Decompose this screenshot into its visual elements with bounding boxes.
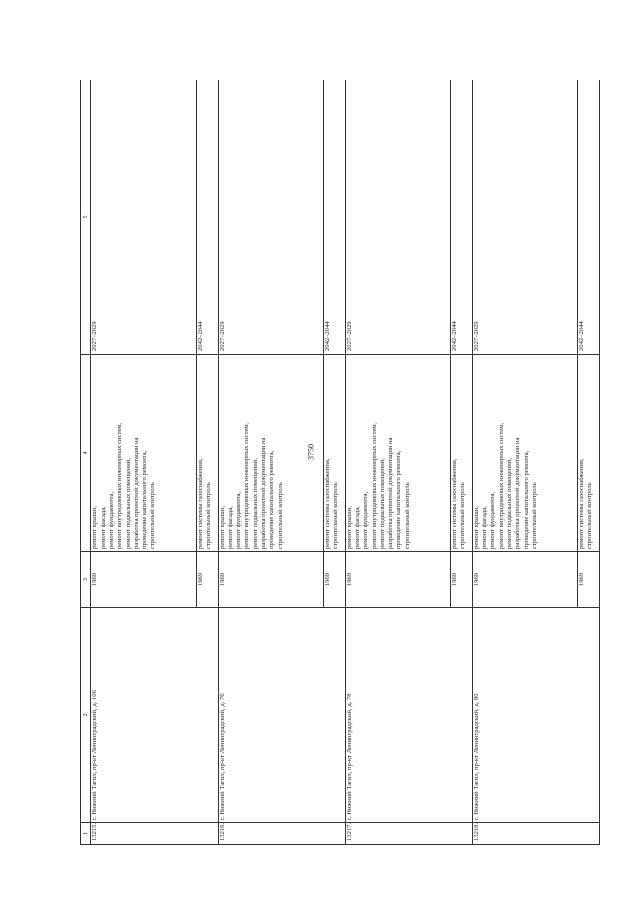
repair-works-list: [578, 355, 600, 552]
repair-work-item: ремонт внутридомовых инженерных систем,: [370, 422, 378, 549]
repair-period: 2027–2029: [91, 80, 196, 355]
repair-work-item: строительный контроль: [459, 482, 467, 549]
repair-work-item: строительный контроль: [403, 482, 411, 549]
table-body: [81, 80, 600, 845]
repair-work-item: проведение капитального ремонта,: [268, 450, 276, 549]
repair-works-list: [218, 355, 323, 552]
repair-work-item: ремонт подвальных помещений,: [124, 458, 132, 549]
repair-schedule-table: [80, 80, 600, 845]
construction-year: 1969: [323, 552, 345, 608]
construction-year: 1969: [450, 552, 472, 608]
building-address: г. Нижний Тагил, пр-кт Ленинградский, д. 76: [218, 608, 345, 823]
building-address: г. Нижний Тагил, пр-кт Ленинградский, д. 80: [472, 608, 599, 823]
header-cell-2: 2: [81, 608, 91, 823]
row-number: 13215.: [91, 823, 218, 845]
repair-period: 2042–2044: [578, 80, 600, 355]
repair-work-item: ремонт внутридомовых инженерных систем,: [497, 422, 505, 549]
repair-work-item: ремонт подвальных помещений,: [505, 458, 513, 549]
repair-work-item: ремонт крыши,: [91, 506, 99, 549]
repair-work-item: проведение капитального ремонта,: [522, 450, 530, 549]
header-cell-5: 5: [81, 80, 91, 355]
construction-year: 1969: [91, 552, 196, 608]
repair-work-item: строительный контроль: [276, 482, 284, 549]
repair-period: 2027–2029: [345, 80, 450, 355]
repair-work-item: ремонт фундамента,: [362, 491, 370, 549]
repair-work-item: разработка проектной документации на: [132, 437, 140, 549]
repair-work-item: разработка проектной документации на: [387, 437, 395, 549]
repair-work-item: ремонт внутридомовых инженерных систем,: [116, 422, 124, 549]
repair-work-item: строительный контроль: [530, 482, 538, 549]
row-number: 13218.: [472, 823, 599, 845]
repair-work-item: ремонт фасада,: [481, 506, 489, 549]
repair-work-item: разработка проектной документации на: [514, 437, 522, 549]
repair-work-item: проведение капитального ремонта,: [395, 450, 403, 549]
repair-work-item: ремонт системы газоснабжения,: [578, 458, 586, 549]
repair-period: 2027–2029: [472, 80, 577, 355]
repair-work-item: ремонт фундамента,: [489, 491, 497, 549]
repair-work-item: ремонт фундамента,: [235, 491, 243, 549]
repair-work-item: ремонт крыши,: [472, 506, 480, 549]
repair-period: 2042–2044: [196, 80, 218, 355]
building-row: [472, 80, 577, 845]
repair-work-item: строительный контроль: [204, 482, 212, 549]
repair-work-item: ремонт системы газоснабжения,: [196, 458, 204, 549]
repair-work-item: ремонт подвальных помещений,: [378, 458, 386, 549]
repair-work-item: строительный контроль: [149, 482, 157, 549]
construction-year: 1969: [196, 552, 218, 608]
repair-work-item: строительный контроль: [586, 482, 594, 549]
repair-works-list: [450, 355, 472, 552]
building-address: г. Нижний Тагил, пр-кт Ленинградский, д. 106: [91, 608, 218, 823]
row-number: 13216.: [218, 823, 345, 845]
repair-work-item: ремонт фундамента,: [108, 491, 115, 549]
row-number: 13217.: [345, 823, 472, 845]
construction-year: 1969: [218, 552, 323, 608]
repair-work-item: ремонт фасада,: [226, 506, 234, 549]
header-row: [81, 80, 91, 845]
repair-work-item: ремонт подвальных помещений,: [251, 458, 259, 549]
repair-work-item: ремонт системы газоснабжения,: [450, 458, 458, 549]
repair-period: 2042–2044: [323, 80, 345, 355]
repair-period: 2042–2044: [450, 80, 472, 355]
building-row: [91, 80, 196, 845]
repair-work-item: ремонт крыши,: [345, 506, 353, 549]
building-row: [345, 80, 450, 845]
header-cell-4: 4: [81, 355, 91, 552]
repair-works-list: [472, 355, 577, 552]
repair-work-item: ремонт внутридомовых инженерных систем,: [243, 422, 251, 549]
repair-work-item: ремонт системы газоснабжения,: [323, 458, 331, 549]
repair-works-list: [323, 355, 345, 552]
repair-work-item: ремонт фасада,: [353, 506, 361, 549]
repair-works-list: [345, 355, 450, 552]
repair-work-item: проведение капитального ремонта,: [141, 450, 149, 549]
rotated-table-container: [80, 80, 600, 845]
construction-year: 1969: [578, 552, 600, 608]
building-row: [218, 80, 323, 845]
header-cell-1: 1: [81, 823, 91, 845]
repair-work-item: ремонт крыши,: [218, 506, 226, 549]
page-number-text: 3750: [306, 444, 316, 460]
repair-period: 2027–2029: [218, 80, 323, 355]
building-address: г. Нижний Тагил, пр-кт Ленинградский, д. 78: [345, 608, 472, 823]
repair-work-item: ремонт фасада,: [99, 506, 107, 549]
construction-year: 1969: [472, 552, 577, 608]
repair-work-item: строительный контроль: [332, 482, 340, 549]
header-cell-3: 3: [81, 552, 91, 608]
repair-works-list: [91, 355, 196, 552]
construction-year: 1969: [345, 552, 450, 608]
table-frame: [80, 80, 600, 845]
repair-works-list: [196, 355, 218, 552]
repair-work-item: разработка проектной документации на: [260, 437, 268, 549]
